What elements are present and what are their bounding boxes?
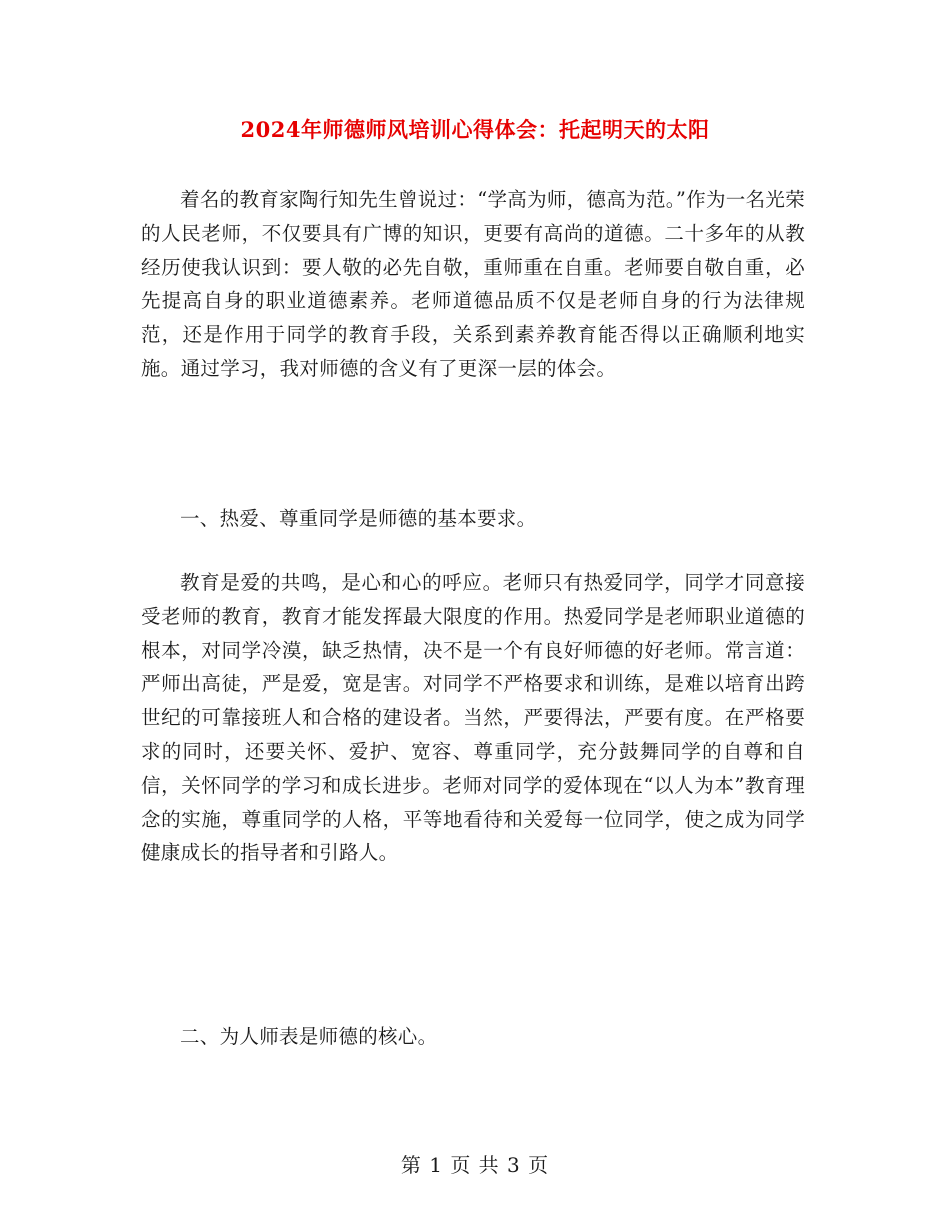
page-number-footer: 第 1 页 共 3 页 [400, 1153, 550, 1177]
paragraph-intro: 着名的教育家陶行知先生曾说过：“学高为师，德高为范。”作为一名光荣的人民老师，不仅要具有广博的知识，更要有高尚的道德。二十多年的从教经历使我认识到：要人敬的必先自敬，重师重在自重。老师要自敬自重，必先提高自身的职业道德素养。老师道德品质不仅是老师自身的行为法律规范，还是作用于同学的教育手段，关系到素养教育能否得以正确顺利地实施。通过学习，我对师德的含义有了更深一层的体会。 [141, 188, 805, 380]
paragraph-section-1: 教育是爱的共鸣，是心和心的呼应。老师只有热爱同学，同学才同意接受老师的教育，教育才能发挥最大限度的作用。热爱同学是老师职业道德的根本，对同学冷漠，缺乏热情，决不是一个有良好师德的好老师。常言道：严师出高徒，严是爱，宽是害。对同学不严格要求和训练，是难以培育出跨世纪的可靠接班人和合格的建设者。当然，严要得法，严要有度。在严格要求的同时，还要关怀、爱护、宽容、尊重同学，充分鼓舞同学的自尊和自信，关怀同学的学习和成长进步。老师对同学的爱体现在“以人为本”教育理念的实施，尊重同学的人格，平等地看待和关爱每一位同学，使之成为同学健康成长的指导者和引路人。 [141, 571, 805, 865]
section-heading-1: 一、热爱、尊重同学是师德的基本要求。 [180, 507, 537, 530]
section-heading-2: 二、为人师表是师德的核心。 [180, 1025, 438, 1048]
document-title: 2024年师德师风培训心得体会：托起明天的太阳 [240, 117, 710, 142]
